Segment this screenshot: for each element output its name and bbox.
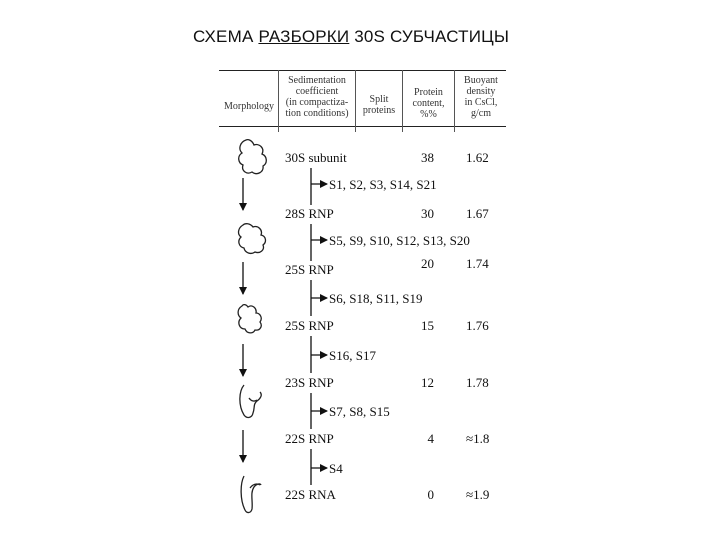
header-split-proteins: Split proteins (362, 94, 396, 116)
row-name: 25S RNP (285, 262, 334, 277)
morphology-30s-icon (239, 140, 267, 174)
row-name: 22S RNA (285, 487, 336, 502)
row-density: 1.76 (466, 318, 489, 333)
morphology-22s-icon (241, 476, 261, 513)
row-protein: 0 (427, 487, 434, 502)
row-density: 1.67 (466, 206, 489, 221)
split-proteins: S7, S8, S15 (329, 404, 390, 419)
page-title: СХЕМА РАЗБОРКИ 30S СУБЧАСТИЦЫ (193, 27, 510, 46)
split-arrow (311, 280, 326, 316)
morphology-23s-icon (240, 385, 261, 417)
split-proteins: S16, S17 (329, 348, 376, 363)
split-arrow (311, 224, 326, 261)
row-density: 1.62 (466, 150, 489, 165)
row-name: 28S RNP (285, 206, 334, 221)
split-proteins: S5, S9, S10, S12, S13, S20 (329, 233, 470, 248)
row-density: ≈1.9 (466, 487, 490, 502)
row-protein: 15 (421, 318, 434, 333)
header-protein-content: Protein content, %% (412, 87, 445, 120)
row-density: 1.78 (466, 375, 489, 390)
row-density: 1.74 (466, 256, 489, 271)
row-name: 25S RNP (285, 318, 334, 333)
split-proteins: S1, S2, S3, S14, S21 (329, 177, 437, 192)
row-protein: 12 (421, 375, 434, 390)
row-name: 30S subunit (285, 150, 347, 165)
row-name: 22S RNP (285, 431, 334, 446)
row-protein: 38 (421, 150, 434, 165)
header-morphology: Morphology (224, 101, 274, 112)
morphology-28s-icon (239, 224, 266, 254)
row-protein: 30 (421, 206, 434, 221)
split-arrow (311, 168, 326, 205)
split-arrow (311, 336, 326, 373)
split-arrow (311, 449, 326, 485)
split-proteins: S4 (329, 461, 343, 476)
row-name: 23S RNP (285, 375, 334, 390)
row-protein: 4 (427, 431, 434, 446)
split-proteins: S6, S18, S11, S19 (329, 291, 423, 306)
header-density: Buoyant density in CsCl, g/cm (464, 75, 498, 119)
header-sedimentation: Sedimentation coefficient (in compactiza- tion conditions) (285, 75, 349, 119)
row-density: ≈1.8 (466, 431, 490, 446)
morphology-25s-icon (238, 305, 261, 333)
row-protein: 20 (421, 256, 434, 271)
split-arrow (311, 393, 326, 429)
